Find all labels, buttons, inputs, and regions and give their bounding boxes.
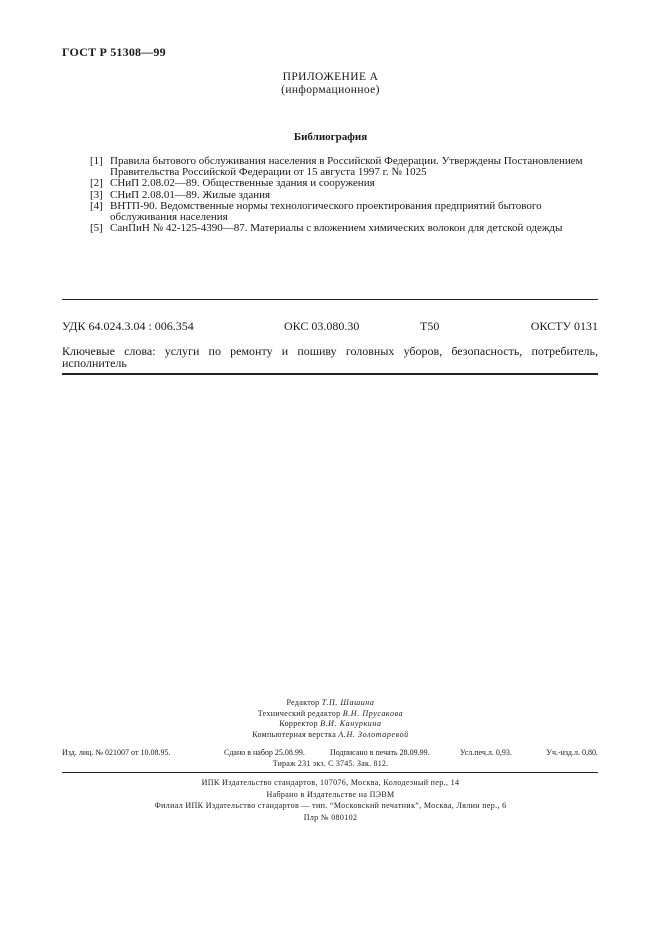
standard-number: ГОСТ Р 51308—99 bbox=[62, 45, 166, 59]
print-sheets: Усл.печ.л. 0,93. bbox=[460, 748, 512, 757]
publishing-info bbox=[62, 748, 598, 758]
printer-info bbox=[0, 777, 661, 823]
typeset-date: Сдано в набор 25.08.99. bbox=[224, 748, 305, 757]
credit-line bbox=[0, 730, 661, 741]
credit-line bbox=[0, 719, 661, 730]
credit-role: Технический редактор bbox=[257, 708, 341, 718]
bibliography-item-text: Правила бытового обслуживания населения в Российской Федерации. Утверждены Постановлением Правительства Российской Федерации от 15 августа 1997 г. № 1025 bbox=[110, 155, 583, 179]
footer-divider bbox=[62, 772, 598, 773]
credit-name: А.Н. Золотаревой bbox=[338, 729, 409, 739]
keywords: Ключевые слова: услуги по ремонту и пошиву головных уборов, безопасность, потребитель, исполнитель bbox=[62, 344, 598, 370]
appendix-heading bbox=[0, 71, 661, 97]
printer-line: Филиал ИПК Издательство стандартов — тип. “Московский печатник”, Москва, Лялин пер., 6 bbox=[154, 801, 507, 810]
credit-role: Компьютерная верстка bbox=[252, 729, 337, 739]
credit-line bbox=[0, 709, 661, 720]
signed-date: Подписано в печать 28.09.99. bbox=[330, 748, 430, 757]
bibliography-item-text: СНиП 2.08.01—89. Жилые здания bbox=[110, 188, 271, 201]
print-run: Тираж 231 экз. С 3745. Зак. 812. bbox=[272, 759, 389, 768]
bottom-divider bbox=[62, 373, 598, 375]
bibliography-item-text: СанПиН № 42-125-4390—87. Материалы с вложением химических волокон для детской одежды bbox=[110, 222, 563, 235]
bibliography-item-number: [3] bbox=[90, 188, 103, 201]
bibliography-item bbox=[90, 223, 610, 234]
bibliography-list bbox=[90, 156, 610, 234]
oks-code: ОКС 03.080.30 bbox=[284, 319, 360, 333]
appendix-subtitle: (информационное) bbox=[281, 84, 380, 96]
bibliography-item-text: СНиП 2.08.02—89. Общественные здания и сооружения bbox=[110, 177, 375, 190]
bibliography-item-number: [5] bbox=[90, 222, 103, 235]
credit-name: В.Н. Прусакова bbox=[342, 708, 404, 718]
udk-code: УДК 64.024.3.04 : 006.354 bbox=[62, 319, 194, 333]
credit-name: Т.П. Шашина bbox=[321, 698, 375, 707]
printer-line: ИПК Издательство стандартов, 107076, Москва, Колодезный пер., 14 bbox=[201, 778, 460, 787]
bibliography-item bbox=[90, 156, 610, 178]
license-info: Изд. лиц. № 021007 от 10.08.95. bbox=[62, 748, 171, 757]
edition-sheets: Уч.-изд.л. 0,80. bbox=[546, 748, 598, 757]
okstu-code: ОКСТУ 0131 bbox=[530, 319, 598, 333]
t-code: Т50 bbox=[420, 319, 440, 333]
bibliography-item-number: [4] bbox=[90, 199, 103, 212]
bibliography-item-text: ВНТП-90. Ведомственные нормы технологического проектирования предприятий бытового обслуживания населения bbox=[110, 199, 542, 224]
credit-name: В.И. Кануркина bbox=[320, 719, 382, 728]
appendix-title: ПРИЛОЖЕНИЕ А bbox=[282, 71, 379, 83]
top-divider bbox=[62, 299, 598, 300]
bibliography-item-number: [1] bbox=[90, 155, 103, 167]
bibliography-title: Библиография bbox=[293, 131, 368, 143]
credit-role: Корректор bbox=[279, 719, 318, 728]
printer-line: Набрано в Издательстве на ПЭВМ bbox=[266, 789, 395, 799]
credit-line bbox=[0, 698, 661, 709]
bibliography-item-number: [2] bbox=[90, 177, 103, 190]
printer-line: Плр № 080102 bbox=[303, 812, 358, 822]
classification-row bbox=[62, 319, 598, 333]
editorial-credits bbox=[0, 698, 661, 740]
bibliography-item bbox=[90, 201, 610, 223]
credit-role: Редактор bbox=[286, 698, 320, 707]
